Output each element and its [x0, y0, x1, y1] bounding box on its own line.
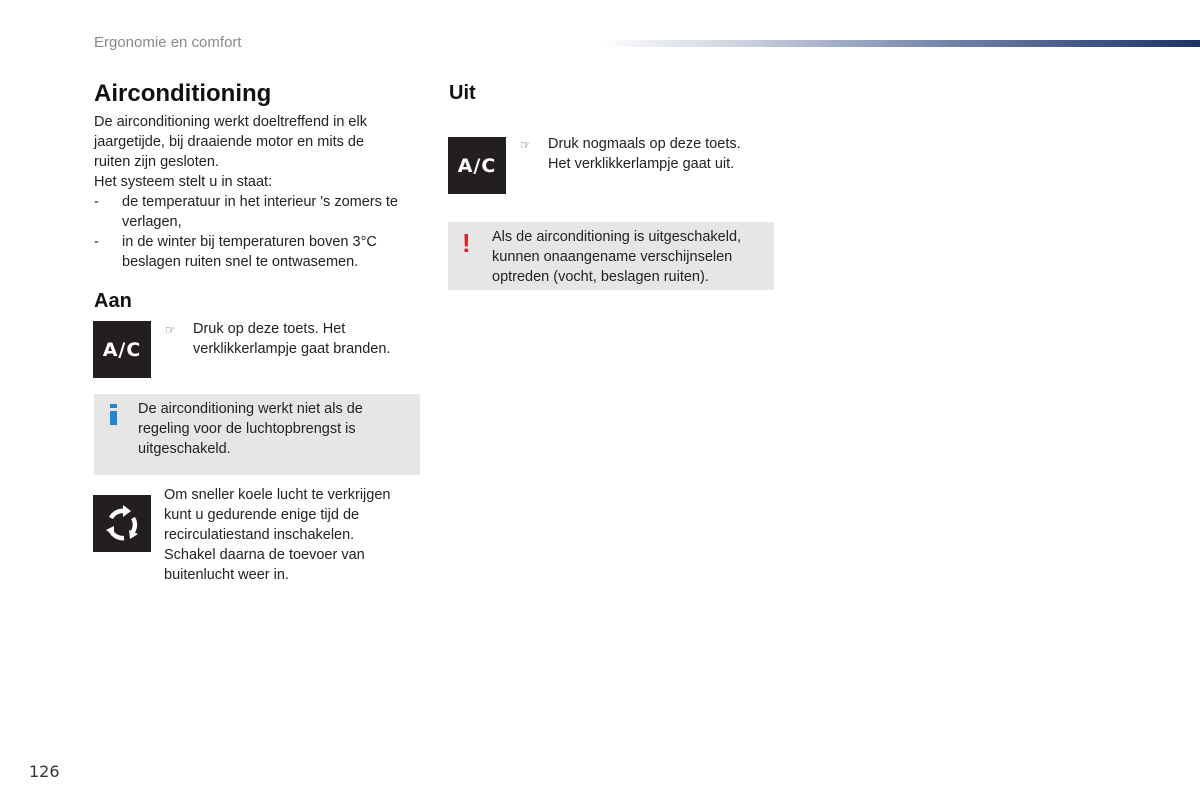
warning-line: kunnen onaangename verschijnselen: [492, 249, 733, 265]
recirculation-line: Om sneller koele lucht te verkrijgen: [164, 487, 391, 503]
pointing-hand-icon: ☞: [165, 323, 176, 337]
step-off: [520, 134, 780, 174]
heading-on: Aan: [94, 290, 132, 312]
step-line: Druk nogmaals op deze toets.: [548, 136, 741, 152]
ac-button-icon: [93, 321, 151, 378]
info-line: regeling voor de luchtopbrengst is: [138, 421, 356, 437]
ac-button-icon: [448, 137, 506, 194]
recirculation-line: Schakel daarna de toevoer van: [164, 547, 365, 563]
step-line: verklikkerlampje gaat branden.: [193, 341, 391, 357]
warning-icon: !: [462, 228, 471, 258]
recirculation-line: buitenlucht weer in.: [164, 567, 289, 583]
intro-line: ruiten zijn gesloten.: [94, 154, 219, 170]
intro-line: De airconditioning werkt doeltreffend in elk: [94, 114, 367, 130]
intro-line: jaargetijde, bij draaiende motor en mits de: [94, 134, 365, 150]
warning-line: optreden (vocht, beslagen ruiten).: [492, 269, 709, 285]
recirculation-line: kunt u gedurende enige tijd de: [164, 507, 360, 523]
bullet-dash: -: [94, 234, 99, 250]
info-note: [94, 394, 420, 475]
bullet-dash: -: [94, 194, 99, 210]
header-gradient-bar: [600, 40, 1200, 47]
recirculation-text: [164, 485, 424, 585]
info-icon: [110, 404, 118, 425]
bullet-line: beslagen ruiten snel te ontwasemen.: [122, 254, 359, 270]
ac-button-label: A/C: [457, 154, 497, 177]
intro-paragraph: [94, 112, 424, 272]
bullet-line: in de winter bij temperaturen boven 3°C: [122, 234, 377, 250]
page-title: Airconditioning: [94, 80, 272, 107]
heading-off: Uit: [449, 82, 476, 104]
warning-note: [448, 222, 774, 290]
step-on: [165, 319, 425, 359]
step-line: Druk op deze toets. Het: [193, 321, 346, 337]
recirculation-arrows-icon: [99, 501, 145, 547]
step-line: Het verklikkerlampje gaat uit.: [548, 156, 735, 172]
intro-line: Het systeem stelt u in staat:: [94, 174, 273, 190]
recirculation-icon: [93, 495, 151, 552]
info-line: uitgeschakeld.: [138, 441, 231, 457]
pointing-hand-icon: ☞: [520, 138, 531, 152]
ac-button-label: A/C: [102, 338, 142, 361]
section-title: Ergonomie en comfort: [94, 34, 242, 51]
bullet-item: [94, 232, 424, 272]
warning-line: Als de airconditioning is uitgeschakeld,: [492, 229, 742, 245]
bullet-line: verlagen,: [122, 214, 182, 230]
recirculation-line: recirculatiestand inschakelen.: [164, 527, 355, 543]
info-line: De airconditioning werkt niet als de: [138, 401, 363, 417]
page-number: 126: [29, 762, 60, 781]
bullet-line: de temperatuur in het interieur 's zomers te: [122, 194, 398, 210]
bullet-item: [94, 192, 424, 232]
